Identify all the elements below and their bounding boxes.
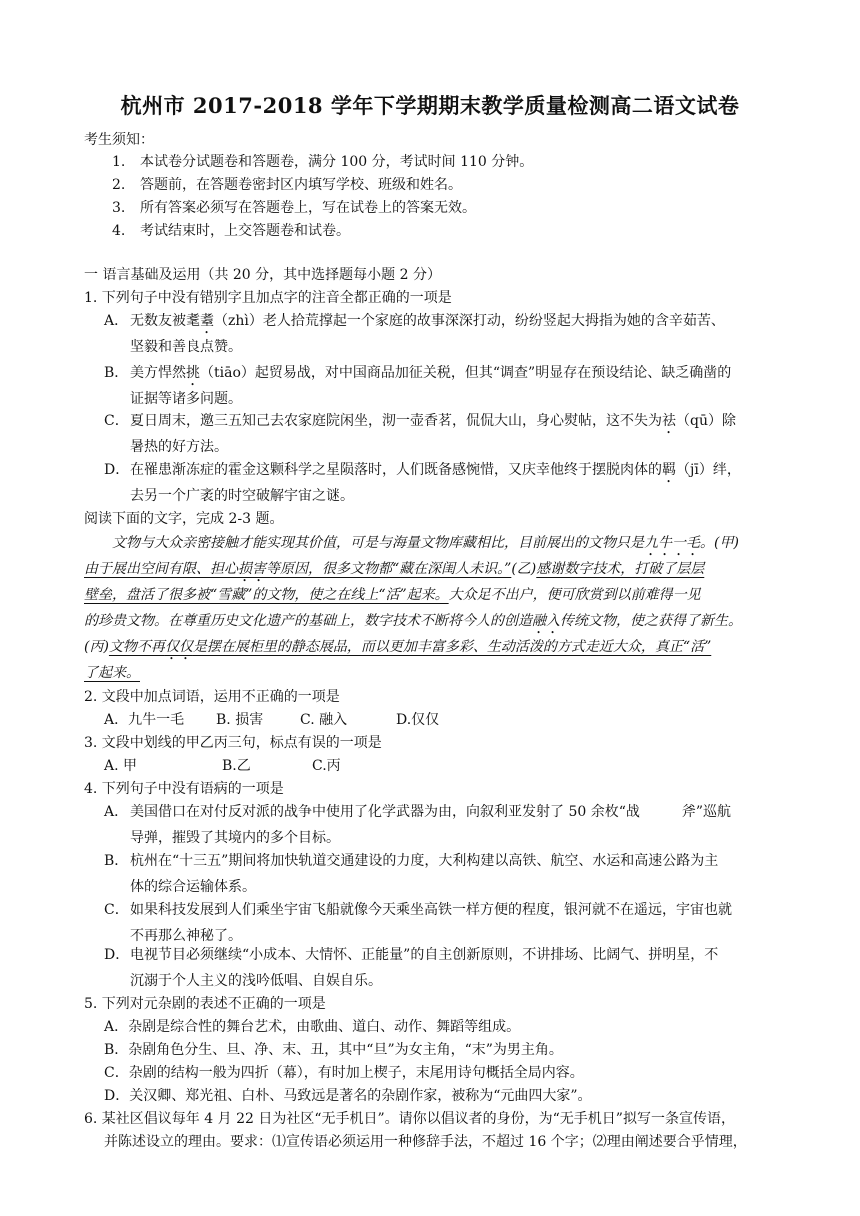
- question-1-stem: 1. 下列句子中没有错别字且加点字的注音全都正确的一项是: [84, 290, 452, 306]
- passage-line: (丙)文物不再仅仅是摆在展柜里的静态展品，而以更加丰富多彩、生动活泼的方式走近大众，真正“活”: [84, 639, 712, 655]
- q4-option-b: B． 杭州在“十三五”期间将加快轨道交通建设的力度，大利构建以高铁、航空、水运和高速公路为主: [104, 853, 719, 869]
- reading-intro: 阅读下面的文字，完成 2-3 题。: [84, 511, 284, 527]
- notice-item: 1. 本试卷分试题卷和答题卷，满分 100 分，考试时间 110 分钟。: [112, 154, 534, 170]
- question-6-stem-cont: 并陈述设立的理由。要求：⑴宣传语必须运用一种修辞手法，不超过 16 个字；⑵理由阐述要合乎情理，: [104, 1134, 747, 1150]
- q5-option-b: B．杂剧角色分生、旦、净、末、丑，其中“旦”为女主角，“末”为男主角。: [104, 1042, 563, 1058]
- q5-option-c: C．杂剧的结构一般为四折（幕），有时加上楔子，末尾用诗句概括全局内容。: [104, 1065, 584, 1081]
- q1-option-b: B． 美方悍然挑（tiāo）起贸易战，对中国商品加征关税，但其“调查”明显存在预设结论、缺乏确凿的: [104, 365, 732, 381]
- q4-option-c: C．如果科技发展到人们乘坐宇宙飞船就像今天乘坐高铁一样方便的程度，银河就不在遥远，宇宙也就: [104, 902, 732, 918]
- q4-option-a-cont: 导弹，摧毁了其境内的多个目标。: [130, 830, 340, 846]
- q4-option-d-cont: 沉溺于个人主义的浅吟低唱、自娱自乐。: [130, 973, 382, 989]
- q4-option-b-cont: 体的综合运输体系。: [130, 879, 256, 895]
- q1-option-c: C．夏日周末，邀三五知己去农家庭院闲坐，沏一壶香茗，侃侃大山，身心熨帖，这不失为祛（qū）除: [104, 413, 736, 429]
- passage-line: 壁垒，盘活了很多被“雪藏”的文物，使之在线上“活”起来。大众足不出户，便可欣赏到以前难得一见: [84, 587, 701, 603]
- passage-line: 的珍贵文物。在尊重历史文化遗产的基础上，数字技术不断将今人的创造融入传统文物，使之获得了新生。: [84, 613, 742, 629]
- q1-option-a: A． 无数友被耄耋（zhì）老人拾荒撑起一个家庭的故事深深打动，纷纷竖起大拇指为她的含辛茹苦、: [104, 313, 725, 329]
- q1-option-b-cont: 证据等诸多问题。: [130, 391, 242, 407]
- question-3-stem: 3. 文段中划线的甲乙丙三句，标点有误的一项是: [84, 735, 382, 751]
- q2-options: A．九牛一毛 B. 损害 C. 融入 D.仅仅: [104, 712, 440, 728]
- q5-option-d: D．关汉卿、郑光祖、白朴、马致远是著名的杂剧作家，被称为“元曲四大家”。: [104, 1088, 592, 1104]
- section-heading: 一 语言基础及运用（共 20 分，其中选择题每小题 2 分）: [84, 267, 441, 283]
- notice-item: 3. 所有答案必须写在答题卷上，写在试卷上的答案无效。: [112, 200, 476, 216]
- question-6-stem: 6. 某社区倡议每年 4 月 22 日为社区“无手机日”。请你以倡议者的身份，为“无手机日”拟写一条宣传语，: [84, 1111, 735, 1127]
- q3-options: A. 甲 B.乙 C.丙: [104, 758, 341, 774]
- q5-option-a: A．杂剧是综合性的舞台艺术，由歌曲、道白、动作、舞蹈等组成。: [104, 1019, 521, 1035]
- q4-option-a: A． 美国借口在对付反对派的战争中使用了化学武器为由，向叙利亚发射了 50 余枚“战 斧”巡航: [104, 804, 732, 820]
- question-2-stem: 2. 文段中加点词语，运用不正确的一项是: [84, 689, 340, 705]
- passage-line: 由于展出空间有限、担心损害等原因，很多文物都“藏在深闺人未识。”(乙)感谢数字技术，打破了层层: [84, 561, 705, 577]
- q1-option-d: D．在罹患渐冻症的霍金这颗科学之星陨落时，人们既备感惋惜，又庆幸他终于摆脱肉体的羁（jī）绊，: [104, 462, 741, 478]
- passage-line: 了起来。: [84, 665, 140, 681]
- notice-heading: 考生须知：: [84, 132, 154, 148]
- notice-item: 2. 答题前，在答题卷密封区内填写学校、班级和姓名。: [112, 177, 462, 193]
- question-4-stem: 4. 下列句子中没有语病的一项是: [84, 781, 284, 797]
- notice-item: 4. 考试结束时，上交答题卷和试卷。: [112, 223, 350, 239]
- passage-line: 文物与大众亲密接触才能实现其价值，可是与海量文物库藏相比，目前展出的文物只是九牛一毛。(甲): [112, 535, 739, 551]
- q1-option-c-cont: 暑热的好方法。: [130, 439, 228, 455]
- q1-option-a-cont: 坚毅和善良点赞。: [130, 339, 242, 355]
- question-5-stem: 5. 下列对元杂剧的表述不正确的一项是: [84, 996, 326, 1012]
- q4-option-d: D．电视节目必须继续“小成本、大情怀、正能量”的自主创新原则，不讲排场、比阔气、拼明星，不: [104, 947, 719, 963]
- exam-title: 杭州市 2017-2018 学年下学期期末教学质量检测高二语文试卷: [120, 93, 740, 118]
- q4-option-c-cont: 不再那么神秘了。: [130, 928, 242, 944]
- q1-option-d-cont: 去另一个广袤的时空破解宇宙之谜。: [130, 488, 354, 504]
